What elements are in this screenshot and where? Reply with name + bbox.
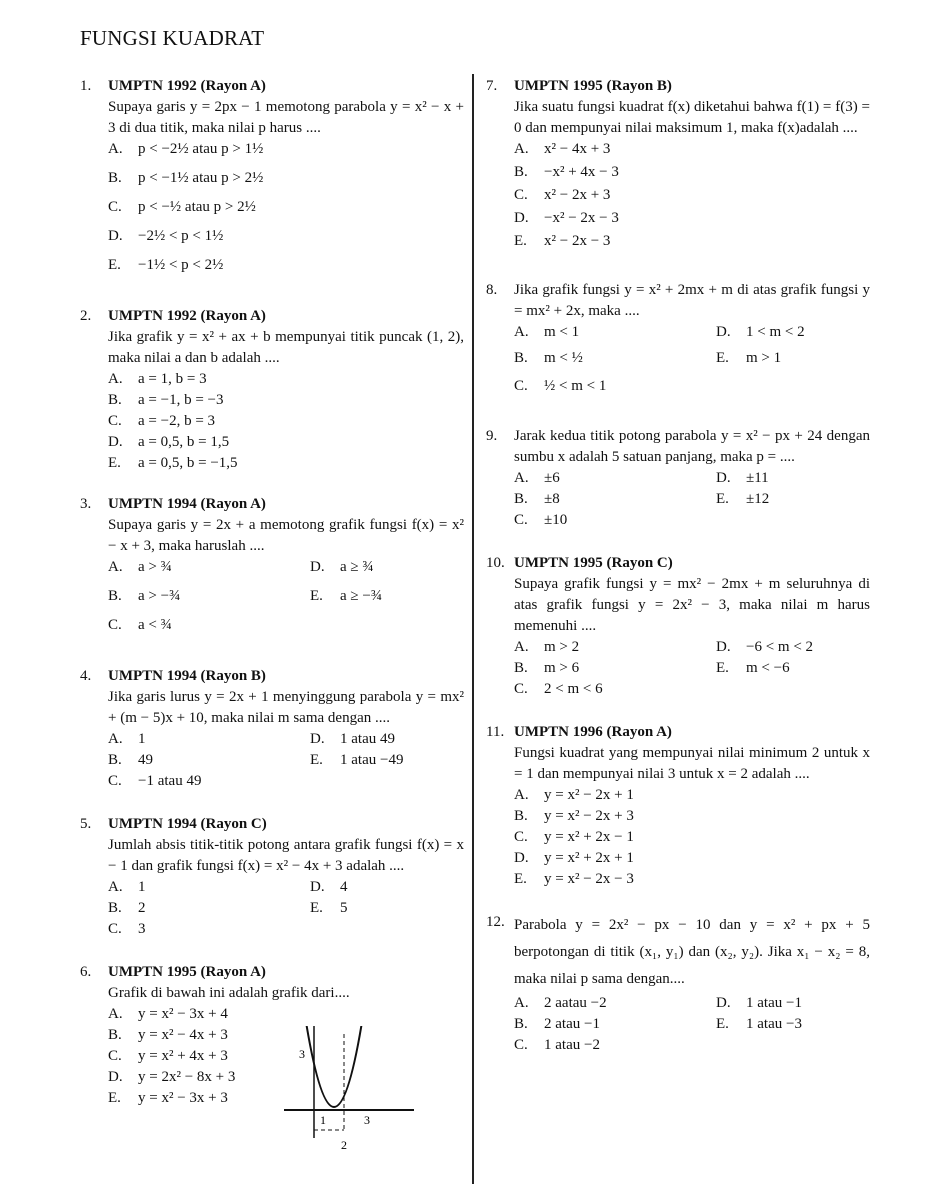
option-c[interactable] [514,510,716,531]
option-letter: D. [716,470,731,486]
option-letter: E. [108,1090,121,1106]
column-divider [472,74,474,1184]
option-letter: E. [310,752,323,768]
options-grid [108,557,464,644]
question-number: 5. [80,816,92,832]
option-e[interactable] [716,658,870,679]
question-number: 3. [80,496,92,512]
option-e[interactable] [514,231,870,254]
option-text: m > 6 [544,660,580,676]
option-letter: B. [108,170,122,186]
option-text: ±10 [544,512,568,528]
option-letter: B. [108,1027,122,1043]
option-c[interactable] [514,679,716,700]
option-text: a = −2, b = 3 [138,413,216,429]
option-letter: D. [716,995,731,1011]
question-source: UMPTN 1996 (Rayon A) [514,724,672,740]
option-text: y = 2x² − 8x + 3 [138,1069,236,1085]
question-text: Jika suatu fungsi kuadrat f(x) diketahui bahwa f(1) = f(3) = 0 dan mempunyai nilai maksimum 1, maka f(x)adalah .... [514,99,870,136]
option-letter: A. [108,879,123,895]
question-5 [80,814,464,940]
option-text: 4 [340,879,348,895]
parabola-graph [284,1026,414,1161]
option-c[interactable] [514,376,716,404]
question-source: UMPTN 1992 (Rayon A) [108,78,266,94]
option-letter: A. [514,470,529,486]
option-text: 1 [138,731,146,747]
question-text: Grafik di bawah ini adalah grafik dari.... [108,985,350,1001]
option-text: m > 1 [746,350,782,366]
option-text: ±11 [746,470,769,486]
option-b[interactable] [108,750,310,771]
option-text: a = −1, b = −3 [138,392,224,408]
option-letter: C. [108,773,122,789]
option-a[interactable] [108,557,310,586]
option-letter: A. [514,324,529,340]
options-list [514,139,870,254]
option-c[interactable] [514,185,870,208]
option-b[interactable] [108,390,464,411]
question-source: UMPTN 1995 (Rayon C) [514,555,673,571]
question-source: UMPTN 1994 (Rayon C) [108,816,267,832]
option-d[interactable] [310,729,464,750]
question-text: Jumlah absis titik-titik potong antara grafik fungsi f(x) = x − 1 dan grafik fungsi f(x) = x² − 4x + 3 adalah .... [108,837,464,874]
option-letter: E. [514,871,527,887]
option-b[interactable] [514,162,870,185]
option-letter: C. [108,199,122,215]
question-source: UMPTN 1994 (Rayon A) [108,496,266,512]
option-letter: A. [108,141,123,157]
option-text: p < −½ atau p > 2½ [138,199,256,215]
option-text: −x² + 4x − 3 [544,164,619,180]
option-text: x² − 2x + 3 [544,187,611,203]
option-d[interactable] [514,848,870,869]
option-text: m < −6 [746,660,790,676]
options-list [108,139,464,284]
question-4 [80,666,464,792]
right-column [486,76,870,1056]
option-letter: D. [514,210,529,226]
question-number: 6. [80,964,92,980]
option-letter: D. [108,228,123,244]
option-text: y = x² − 2x + 3 [544,808,634,824]
option-c[interactable] [108,771,310,792]
option-b[interactable] [514,1014,716,1035]
option-e[interactable] [108,453,464,474]
option-a[interactable] [514,993,716,1014]
question-number: 8. [486,282,498,298]
options-grid [108,877,464,940]
option-letter: C. [108,1048,122,1064]
option-letter: D. [310,879,325,895]
option-text: y = x² − 2x + 1 [544,787,634,803]
option-text: m > 2 [544,639,580,655]
question-2 [80,306,464,474]
option-text: m < 1 [544,324,580,340]
option-letter: B. [514,1016,528,1032]
options-grid [514,468,870,531]
option-letter: D. [716,324,731,340]
question-source: UMPTN 1995 (Rayon B) [514,78,672,94]
option-c[interactable] [108,197,464,226]
option-letter: C. [514,187,528,203]
question-7 [486,76,870,254]
option-text: m < ½ [544,350,583,366]
option-letter: D. [108,1069,123,1085]
option-a[interactable] [514,785,870,806]
option-letter: A. [514,787,529,803]
y-intercept-label: 3 [299,1047,305,1061]
option-a[interactable] [108,1004,464,1025]
option-letter: C. [108,617,122,633]
option-text: x² − 2x − 3 [544,233,611,249]
root-3-label: 3 [364,1113,370,1127]
option-b[interactable] [514,658,716,679]
question-source: UMPTN 1995 (Rayon A) [108,964,266,980]
option-a[interactable] [514,322,716,348]
vertex-x-label: 2 [341,1138,347,1152]
option-text: a = 0,5, b = −1,5 [138,455,238,471]
question-text: Jika grafik fungsi y = x² + 2mx + m di atas grafik fungsi y = mx² + 2x, maka .... [514,282,870,319]
option-text: a > ¾ [138,559,172,575]
option-text: −x² − 2x − 3 [544,210,619,226]
option-text: −1 atau 49 [138,773,202,789]
option-letter: B. [108,752,122,768]
option-text: a = 1, b = 3 [138,371,207,387]
question-source: UMPTN 1992 (Rayon A) [108,308,266,324]
option-c[interactable] [108,411,464,432]
root-1-label: 1 [320,1113,326,1127]
option-text: 5 [340,900,348,916]
option-letter: C. [108,413,122,429]
option-text: −6 < m < 2 [746,639,814,655]
option-letter: B. [514,350,528,366]
option-letter: C. [514,1037,528,1053]
option-text: y = x² + 4x + 3 [138,1048,228,1064]
question-number: 10. [486,555,505,571]
option-letter: E. [716,350,729,366]
option-letter: A. [108,731,123,747]
option-a[interactable] [108,729,310,750]
option-letter: A. [514,639,529,655]
question-3 [80,494,464,644]
option-c[interactable] [514,1035,716,1056]
option-text: a > −¾ [138,588,181,604]
question-number: 11. [486,724,505,740]
option-text: 1 atau −2 [544,1037,600,1053]
option-text: 1 [138,879,146,895]
option-a[interactable] [514,468,716,489]
question-text: Supaya garis y = 2px − 1 memotong parabola y = x² − x + 3 di dua titik, maka nilai p harus .... [108,99,464,136]
option-text: 1 atau −1 [746,995,802,1011]
option-text: a = 0,5, b = 1,5 [138,434,230,450]
option-letter: B. [108,900,122,916]
option-d[interactable] [716,993,870,1014]
option-a[interactable] [514,139,870,162]
option-b[interactable] [514,489,716,510]
option-letter: E. [108,455,121,471]
option-text: y = x² + 2x + 1 [544,850,634,866]
option-letter: C. [514,378,528,394]
option-letter: B. [108,392,122,408]
option-text: ±8 [544,491,560,507]
option-c[interactable] [108,615,310,644]
options-grid [514,322,870,404]
option-letter: E. [716,660,729,676]
option-letter: C. [514,681,528,697]
options-grid [108,729,464,792]
option-text: y = x² + 2x − 1 [544,829,634,845]
option-text: a ≥ ¾ [340,559,374,575]
option-text: a ≥ −¾ [340,588,383,604]
option-letter: C. [108,921,122,937]
question-source: UMPTN 1994 (Rayon B) [108,668,266,684]
option-e[interactable] [310,898,464,919]
option-letter: D. [514,850,529,866]
option-a[interactable] [514,637,716,658]
option-d[interactable] [108,226,464,255]
option-letter: A. [108,559,123,575]
option-d[interactable] [716,468,870,489]
question-text: Supaya garis y = 2x + a memotong grafik fungsi f(x) = x² − x + 3, maka haruslah .... [108,517,464,554]
option-a[interactable] [108,369,464,390]
question-text: Jika grafik y = x² + ax + b mempunyai titik puncak (1, 2), maka nilai a dan b adalah .... [108,329,464,366]
option-letter: E. [716,1016,729,1032]
option-e[interactable] [514,869,870,890]
option-letter: E. [108,257,121,273]
option-text: a < ¾ [138,617,172,633]
option-letter: B. [514,164,528,180]
page-title: FUNGSI KUADRAT [80,26,265,50]
question-1 [80,76,464,284]
option-text: 2 [138,900,146,916]
option-letter: D. [310,559,325,575]
option-c[interactable] [514,827,870,848]
option-b[interactable] [108,168,464,197]
option-text: 1 atau 49 [340,731,395,747]
option-letter: E. [310,588,323,604]
option-c[interactable] [108,919,310,940]
option-text: ½ < m < 1 [544,378,607,394]
option-d[interactable] [108,432,464,453]
option-letter: A. [514,141,529,157]
option-b[interactable] [514,806,870,827]
option-letter: C. [514,512,528,528]
option-d[interactable] [310,557,464,586]
option-letter: A. [108,371,123,387]
option-letter: B. [514,808,528,824]
question-8 [486,280,870,404]
question-number: 7. [486,78,498,94]
option-text: y = x² − 4x + 3 [138,1027,228,1043]
option-letter: B. [514,491,528,507]
option-text: p < −2½ atau p > 1½ [138,141,264,157]
question-6 [80,962,464,1152]
option-e[interactable] [716,489,870,510]
option-text: p < −1½ atau p > 2½ [138,170,264,186]
option-e[interactable] [716,348,870,376]
option-letter: D. [716,639,731,655]
question-10 [486,553,870,700]
option-letter: B. [108,588,122,604]
option-e[interactable] [310,586,464,615]
option-text: 1 < m < 2 [746,324,805,340]
option-b[interactable] [108,586,310,615]
options-grid [514,993,870,1056]
option-letter: A. [514,995,529,1011]
option-text: x² − 4x + 3 [544,141,611,157]
option-b[interactable] [514,348,716,376]
option-b[interactable] [108,898,310,919]
option-text: 3 [138,921,146,937]
option-text: ±6 [544,470,560,486]
option-a[interactable] [108,139,464,168]
option-letter: B. [514,660,528,676]
option-letter: A. [108,1006,123,1022]
option-d[interactable] [716,322,870,348]
option-e[interactable] [716,1014,870,1035]
question-12 [486,912,870,1056]
option-e[interactable] [108,255,464,284]
option-letter: E. [716,491,729,507]
option-d[interactable] [716,637,870,658]
option-text: 1 atau −3 [746,1016,802,1032]
option-letter: C. [514,829,528,845]
options-grid [514,637,870,700]
question-6-body [108,1004,464,1152]
option-d[interactable] [310,877,464,898]
question-text: Jika garis lurus y = 2x + 1 menyinggung parabola y = mx² + (m − 5)x + 10, maka nilai m sama dengan .... [108,689,464,726]
option-text: ±12 [746,491,770,507]
question-number: 9. [486,428,498,444]
option-text: 2 aatau −2 [544,995,607,1011]
option-letter: D. [108,434,123,450]
question-number: 2. [80,308,92,324]
question-text: Supaya grafik fungsi y = mx² − 2mx + m seluruhnya di atas grafik fungsi y = 2x² − 3, maka nilai m harus memenuhi .... [514,576,870,634]
option-text: 2 atau −1 [544,1016,600,1032]
option-letter: E. [514,233,527,249]
option-text: −2½ < p < 1½ [138,228,224,244]
option-text: 49 [138,752,153,768]
question-text: Parabola y = 2x² − px − 10 dan y = x² + px + 5 berpotongan di titik (x₁, y₁) dan (x₂, y₂). Jika x₁ − x₂ = 8, maka nilai p sama dengan.... [514,917,870,987]
options-list [514,785,870,890]
option-d[interactable] [514,208,870,231]
option-letter: D. [310,731,325,747]
option-text: y = x² − 2x − 3 [544,871,634,887]
option-text: 2 < m < 6 [544,681,603,697]
option-text: y = x² − 3x + 4 [138,1006,228,1022]
question-text: Jarak kedua titik potong parabola y = x² − px + 24 dengan sumbu x adalah 5 satuan panjang, maka p = .... [514,428,870,465]
option-letter: E. [310,900,323,916]
option-text: −1½ < p < 2½ [138,257,224,273]
question-text: Fungsi kuadrat yang mempunyai nilai minimum 2 untuk x = 1 dan mempunyai nilai 3 untuk x = 2 adalah .... [514,745,870,782]
option-text: y = x² − 3x + 3 [138,1090,228,1106]
question-number: 1. [80,78,92,94]
question-9 [486,426,870,531]
option-text: 1 atau −49 [340,752,404,768]
options-list [108,369,464,474]
option-a[interactable] [108,877,310,898]
question-11 [486,722,870,890]
question-number: 12. [486,914,505,930]
left-column [80,76,464,1152]
option-e[interactable] [310,750,464,771]
question-number: 4. [80,668,92,684]
